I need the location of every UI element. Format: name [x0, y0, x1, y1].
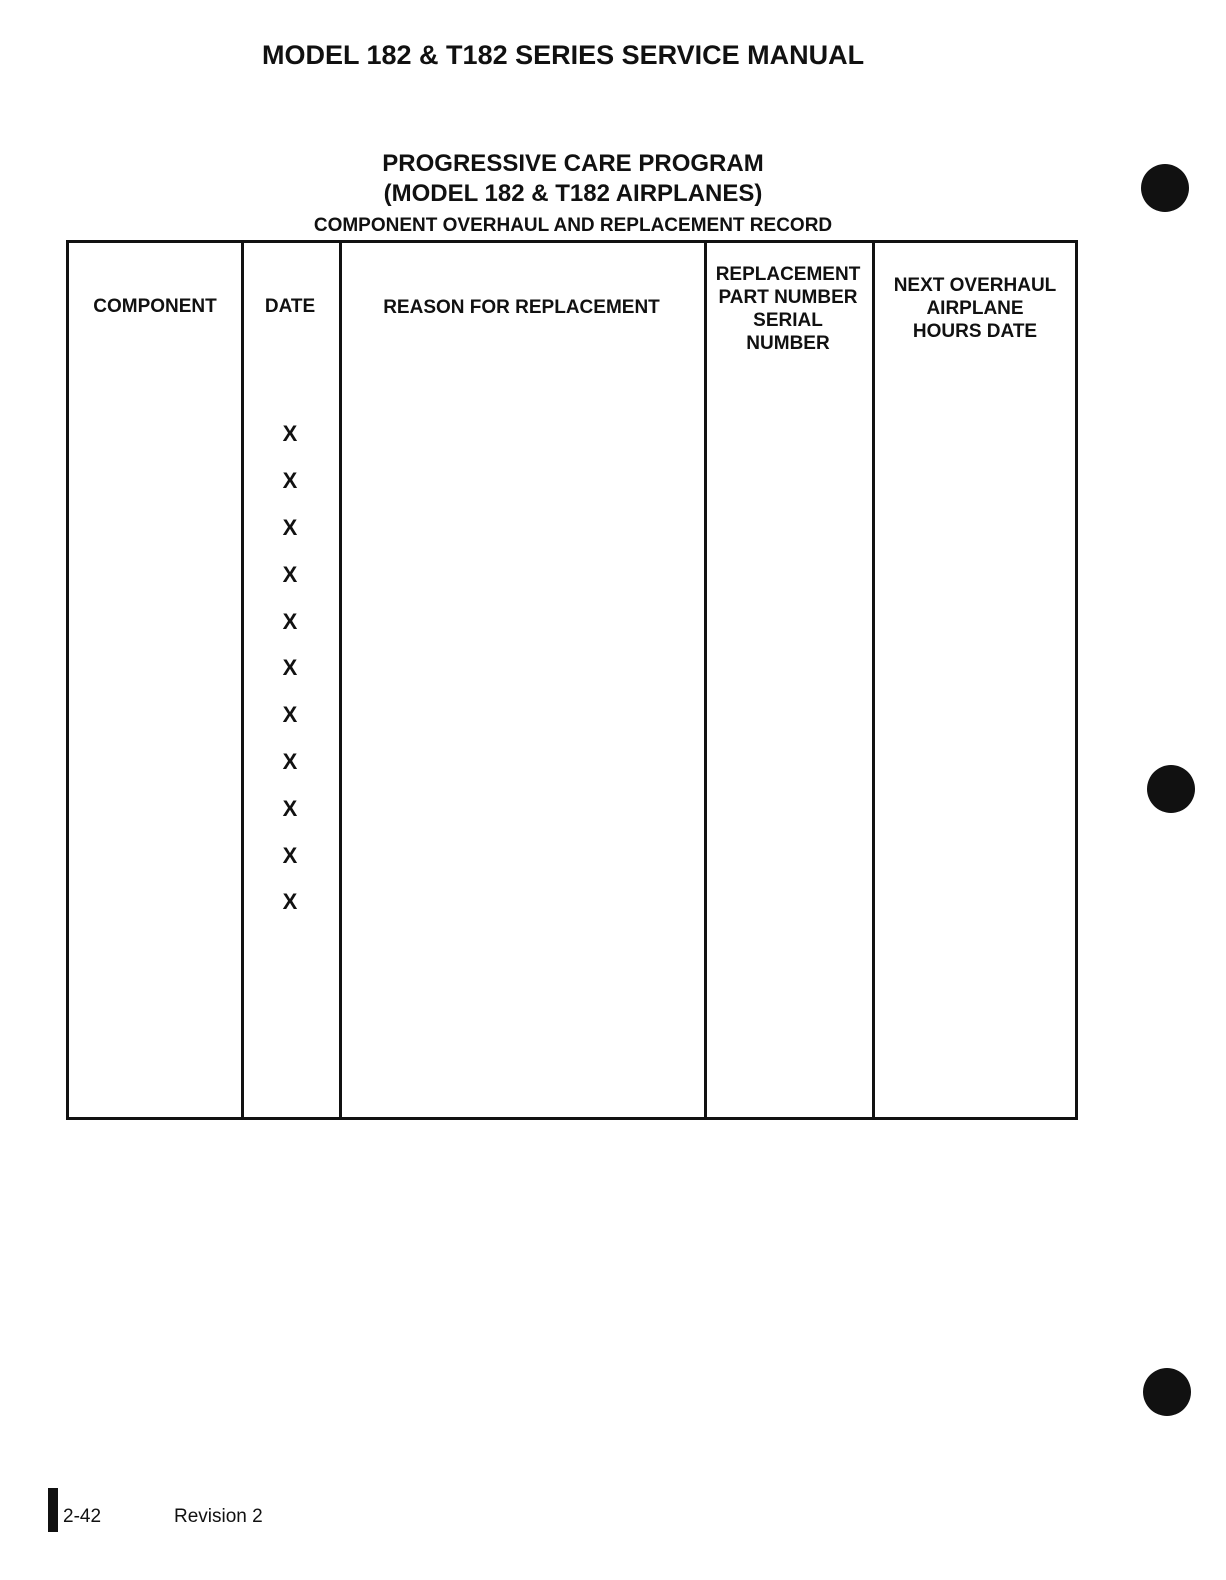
column-divider: [704, 243, 707, 1117]
date-mark: X: [282, 843, 298, 868]
date-mark: X: [282, 515, 298, 540]
date-mark: X: [282, 796, 298, 821]
revision-label: Revision 2: [174, 1506, 263, 1527]
date-mark: X: [282, 702, 298, 727]
column-header-next-overhaul: NEXT OVERHAUL AIRPLANE HOURS DATE: [893, 275, 1057, 342]
binder-hole: [1141, 164, 1189, 212]
manual-title: MODEL 182 & T182 SERIES SERVICE MANUAL: [262, 40, 865, 70]
binder-hole: [1143, 1368, 1191, 1416]
overhaul-record-table: [66, 240, 1078, 1120]
column-divider: [872, 243, 875, 1117]
date-mark: X: [282, 889, 298, 914]
date-mark: X: [282, 421, 298, 446]
page-number: 2-42: [63, 1506, 102, 1527]
program-title: PROGRESSIVE CARE PROGRAM: [382, 150, 764, 177]
date-mark: X: [282, 609, 298, 634]
column-header-reason: REASON FOR REPLACEMENT: [383, 297, 660, 318]
record-subtitle: COMPONENT OVERHAUL AND REPLACEMENT RECORD: [313, 215, 833, 236]
column-divider: [339, 243, 342, 1117]
date-mark: X: [282, 468, 298, 493]
program-models: (MODEL 182 & T182 AIRPLANES): [383, 180, 763, 207]
column-header-component: COMPONENT: [93, 296, 217, 317]
column-header-replacement: REPLACEMENT PART NUMBER SERIAL NUMBER: [715, 264, 861, 354]
date-mark: X: [282, 655, 298, 680]
date-mark: X: [282, 749, 298, 774]
date-mark: X: [282, 562, 298, 587]
column-header-date: DATE: [264, 296, 316, 317]
binder-hole: [1147, 765, 1195, 813]
revision-bar: [48, 1488, 58, 1532]
